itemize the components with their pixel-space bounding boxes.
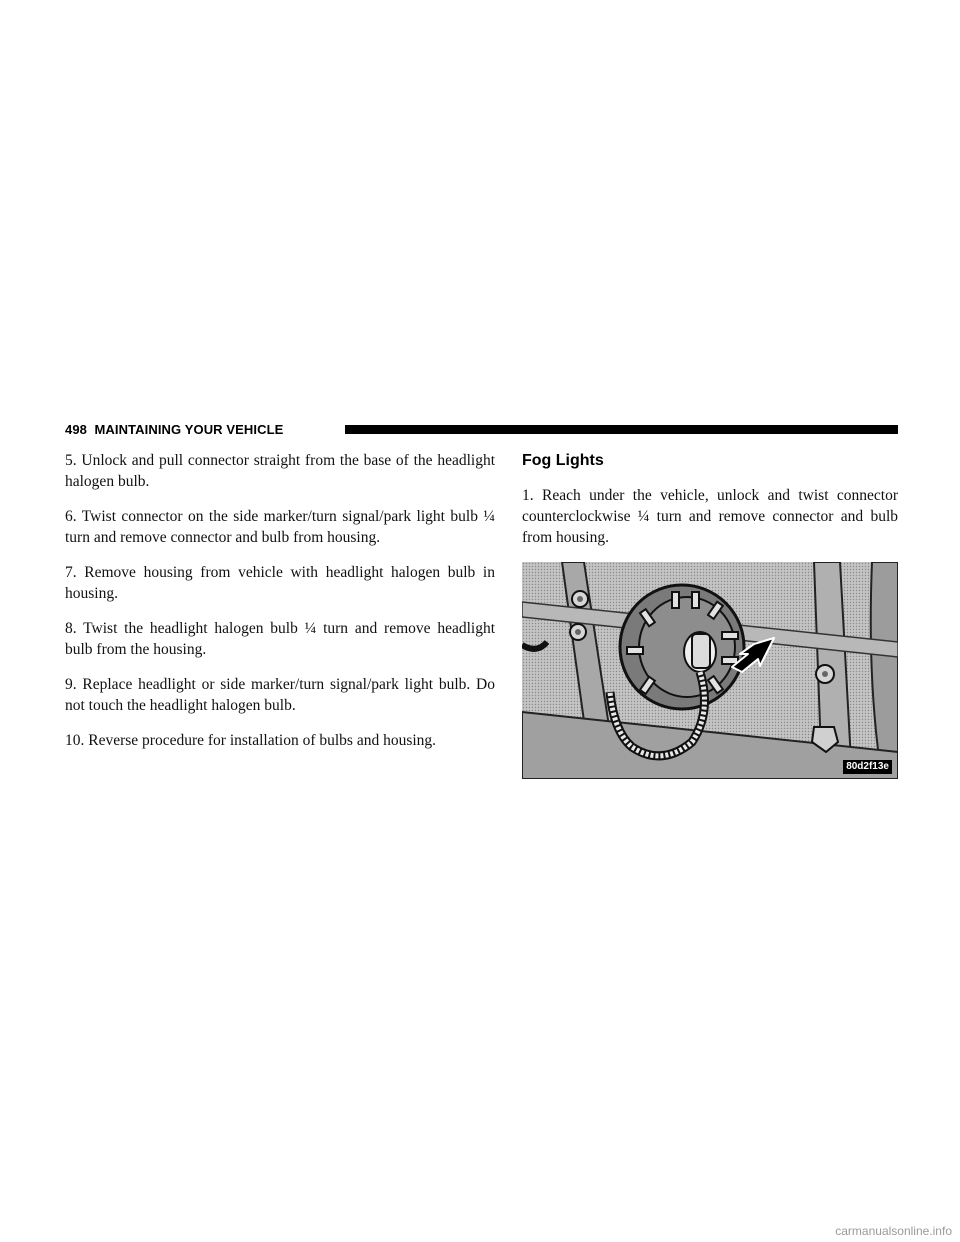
section-title: MAINTAINING YOUR VEHICLE (94, 422, 284, 437)
watermark: carmanualsonline.info (835, 1224, 952, 1238)
header-text (65, 421, 283, 439)
header-rule (345, 425, 898, 434)
right-column (522, 450, 898, 779)
step-paragraph: 7. Remove housing from vehicle with headlight halogen bulb in housing. (65, 564, 495, 602)
illustration-graphic (522, 562, 898, 779)
page-number: 498 (65, 422, 87, 437)
left-column (65, 450, 495, 765)
step-paragraph: 1. Reach under the vehicle, unlock and twist connector counterclockwise ¼ turn and remove connector and bulb from housing. (522, 487, 898, 546)
step-paragraph: 10. Reverse procedure for installation of bulbs and housing. (65, 732, 437, 749)
step-paragraph: 5. Unlock and pull connector straight from the base of the headlight halogen bulb. (65, 452, 495, 490)
fog-light-illustration (522, 562, 898, 779)
step-paragraph: 8. Twist the headlight halogen bulb ¼ turn and remove headlight bulb from the housing. (65, 620, 495, 658)
step-paragraph: 9. Replace headlight or side marker/turn signal/park light bulb. Do not touch the headlight halogen bulb. (65, 676, 495, 714)
figure-code-label: 80d2f13e (843, 760, 892, 774)
step-paragraph: 6. Twist connector on the side marker/turn signal/park light bulb ¼ turn and remove connector and bulb from housing. (65, 508, 495, 546)
fog-lights-heading: Fog Lights (522, 452, 604, 469)
page-header (65, 421, 898, 439)
